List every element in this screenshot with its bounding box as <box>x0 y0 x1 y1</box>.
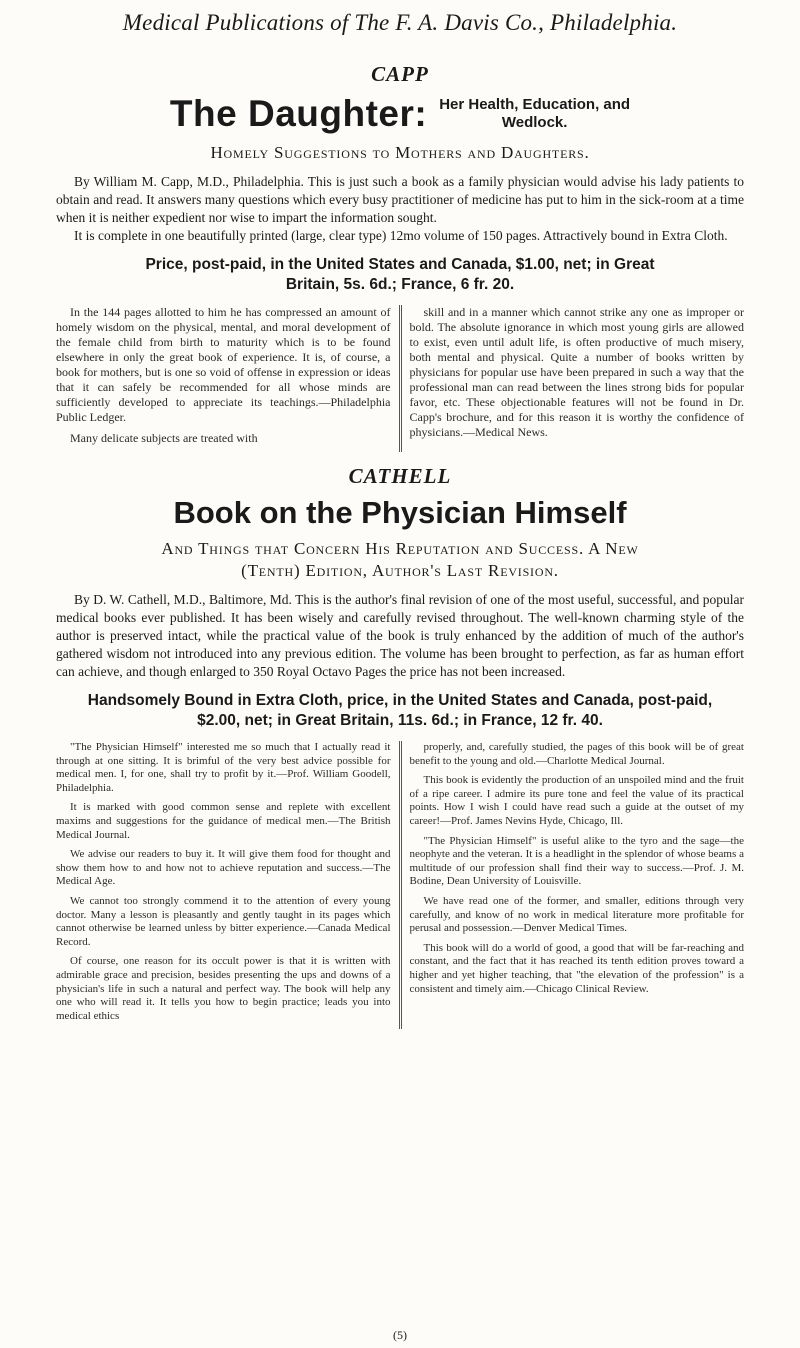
reviews-right-column <box>399 305 745 452</box>
price-line <box>56 691 744 731</box>
reviews <box>56 741 744 1029</box>
book-subtitle: And Things that Concern His Reputation and Success. A New <box>161 539 639 558</box>
price-line <box>56 255 744 295</box>
book-subtitle-line-2: (Tenth) Edition, Author's Last Revision. <box>241 561 559 580</box>
price-line-1: Handsomely Bound in Extra Cloth, price, in the United States and Canada, post-paid, <box>87 692 713 709</box>
book-title: Book on the Physician Himself <box>173 495 627 530</box>
reviews <box>56 305 744 452</box>
capp-advertisement <box>56 62 744 452</box>
review-paragraph: properly, and, carefully studied, the pages of this book will be of great benefit to the young and old.—Charlotte Medical Journal. <box>409 741 744 767</box>
review-paragraph: We advise our readers to buy it. It will give them food for thought and show them how to and how not to achieve reputation and success.—The Medical Age. <box>56 848 391 888</box>
author-label: CAPP <box>371 62 429 86</box>
cathell-advertisement <box>56 464 744 1029</box>
title-side-line-1: Her Health, Education, and <box>439 96 631 113</box>
description-paragraph: By D. W. Cathell, M.D., Baltimore, Md. This is the author's final revision of one of the most useful, successful, and popular medical books ever published. It has been wisely and carefully revised throughout. The well-known charming style of the author is preserved intact, while the practical value of the book is truly enhanced by the addition of much of the author's gathered wisdom not introduced into any previous edition. The volume has been brought to perfection, as far as human effort can achieve, and though enlarged to 350 Royal Octavo Pages the price has not been increased. <box>56 592 744 679</box>
review-paragraph: This book will do a world of good, a good that will be far-reaching and constant, and the fact that it has reached its tenth edition proves toward a higher and yet higher teaching, that "the elevation of the profession" is a consistent and timely aim.—Chicago Clinical Review. <box>409 941 744 995</box>
title-side-line-2: Wedlock. <box>501 114 568 131</box>
reviews-right-column <box>399 741 745 1029</box>
reviews-left-column <box>56 305 399 452</box>
review-paragraph: We cannot too strongly commend it to the attention of every young doctor. Many a lesson is pleasantly and gently taught in its pages which cannot otherwise be learned unless by bitter experience.—Canada Medical Record. <box>56 894 391 948</box>
description-paragraph: It is complete in one beautifully printed (large, clear type) 12mo volume of 150 pages. Attractively bound in Extra Cloth. <box>74 228 728 243</box>
page-number: (5) <box>393 1328 407 1342</box>
book-title-subtitle <box>439 96 630 132</box>
reviews-left-column <box>56 741 399 1029</box>
review-paragraph: skill and in a manner which cannot strike any one as improper or bold. The absolute ignorance in which most young girls are allowed to exist, even until adult life, is often productive of much misery, both mental and physical. Quite a number of books written by physicians for popular use have been prepared in such a way that the professional man can read between the lines strong bids for popular favor, etc. These objectionable features will not be found in Dr. Capp's brochure, and for this reason it is worthy the confidence of physicians.—Medical News. <box>409 305 744 439</box>
book-title: The Daughter: <box>169 93 428 134</box>
price-line-2: Britain, 5s. 6d.; France, 6 fr. 20. <box>285 276 515 293</box>
price-line-2: $2.00, net; in Great Britain, 11s. 6d.; in France, 12 fr. 40. <box>197 712 603 729</box>
book-description <box>56 173 744 245</box>
review-paragraph: We have read one of the former, and smaller, editions through very carefully, and know of no work in medical literature more profitable for perusal and possession.—Denver Medical Times. <box>409 894 744 935</box>
author-label: CATHELL <box>348 464 452 488</box>
review-paragraph: In the 144 pages allotted to him he has compressed an amount of homely wisdom on the physical, mental, and moral development of the female child from birth to maturity which is to be found elsewhere in only the great book of experience. It is, of course, a book for mothers, but is one so void of offense in expression or ideas that it can safely be recommended for all whose minds are sufficiently developed to appreciate its teachings.—Philadelphia Public Ledger. <box>56 305 391 424</box>
book-title-row <box>56 93 744 135</box>
review-paragraph: "The Physician Himself" interested me so much that I actually read it through at one sitting. It is brimful of the very best advice possible for medical men. I, for one, shall try to profit by it.—Prof. William Goodell, Philadelphia. <box>56 741 391 794</box>
book-description <box>56 591 744 681</box>
review-paragraph: Many delicate subjects are treated with <box>70 431 258 445</box>
running-header: Medical Publications of The F. A. Davis Co., Philadelphia. <box>122 10 678 35</box>
review-paragraph: This book is evidently the production of an unspoiled mind and the fruit of a ripe career. I admire its pure tone and feel the value of its practical points. How I wish I could have read such a guide at the outset of my career!—Prof. James Nevins Hyde, Chicago, Ill. <box>409 774 744 827</box>
review-paragraph: It is marked with good common sense and replete with excellent maxims and suggestions for the guidance of medical men.—The British Medical Journal. <box>56 801 391 841</box>
book-subtitle: Homely Suggestions to Mothers and Daughters. <box>210 143 590 162</box>
price-line-1: Price, post-paid, in the United States and Canada, $1.00, net; in Great <box>145 256 655 273</box>
review-paragraph: "The Physician Himself" is useful alike to the tyro and the sage—the neophyte and the veteran. It is a headlight in the splendor of whose beams a multitude of our profession shall find their way to success.—Prof. J. M. Bodine, Dean University of Louisville. <box>409 834 744 888</box>
review-paragraph: Of course, one reason for its occult power is that it is written with admirable grace and precision, besides presenting the ups and downs of a physician's life in such a natural and perfect way. The book will help any one who will read it. It tells you how to begin practice; leads you into medical ethics <box>56 955 391 1022</box>
description-paragraph: By William M. Capp, M.D., Philadelphia. This is just such a book as a family physician would advise his lady patients to obtain and read. It answers many questions which every busy practitioner of medicine has put to him in the sick-room at a time when it is neither expedient nor wise to impart the information sought. <box>56 174 744 225</box>
